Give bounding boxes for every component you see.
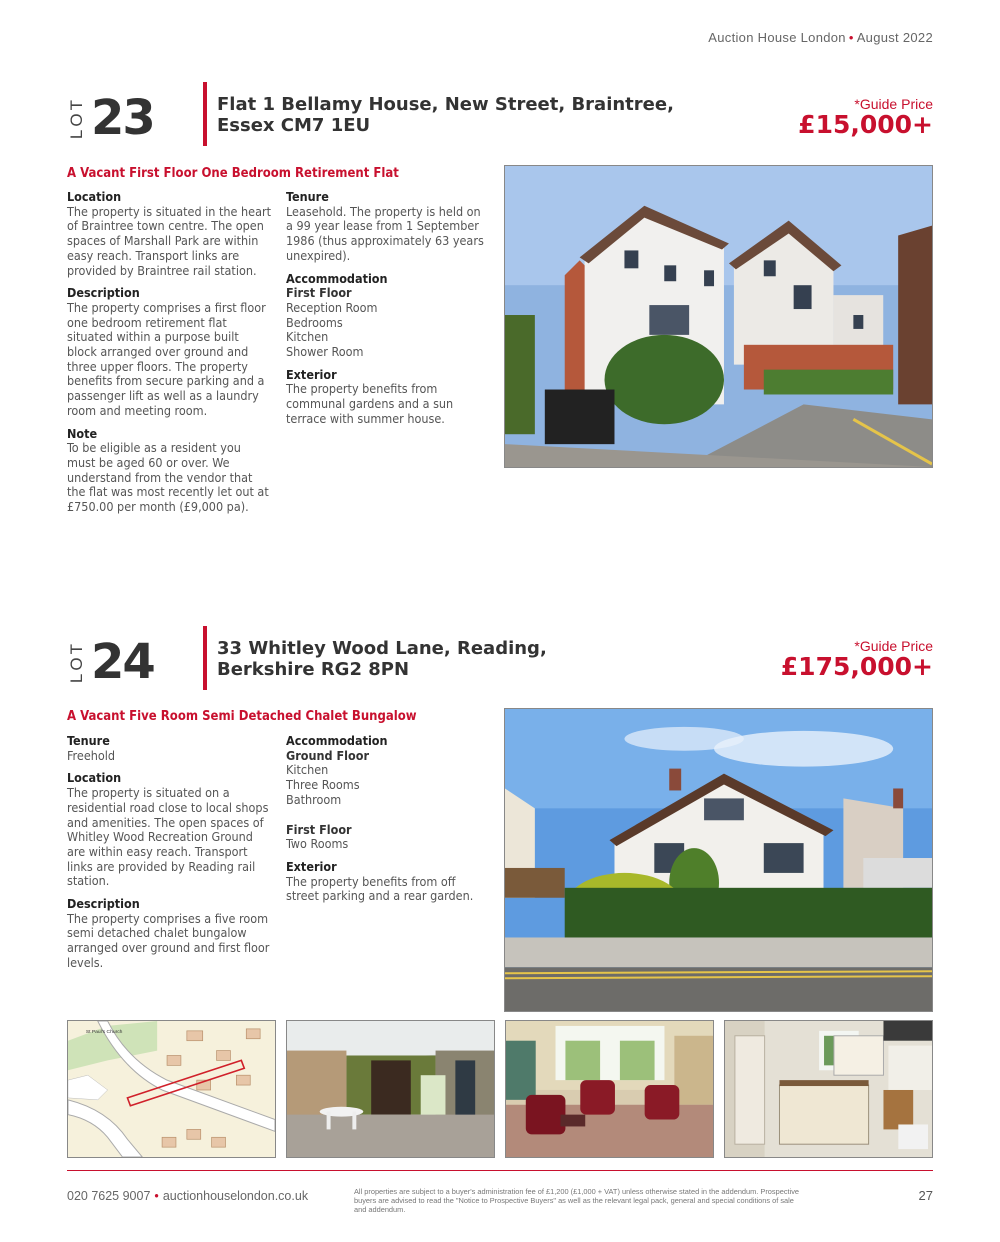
property-address xyxy=(217,94,697,136)
photo-kitchen xyxy=(724,1020,933,1158)
room-item: Kitchen xyxy=(286,329,329,345)
page-number: 27 xyxy=(918,1188,933,1203)
room-item: Two Rooms xyxy=(286,836,349,852)
details-left-column xyxy=(67,190,277,523)
details-right-column xyxy=(286,734,496,912)
issue-date: August 2022 xyxy=(856,30,933,45)
room-list xyxy=(286,763,496,807)
lot-number xyxy=(67,632,154,692)
room-item: Bathroom xyxy=(286,791,342,807)
website-link[interactable]: auctionhouselondon.co.uk xyxy=(162,1189,309,1203)
note-heading: Note xyxy=(67,425,98,441)
accent-bar xyxy=(203,82,207,146)
guide-price-amount: £175,000+ xyxy=(780,652,933,681)
map-label: St Paul's Church xyxy=(85,1029,123,1035)
footer-bullet: • xyxy=(154,1189,159,1203)
exterior-heading: Exterior xyxy=(286,858,337,874)
footer-disclaimer: All properties are subject to a buyer's administration fee of £1,200 (£1,000 + VAT) unless otherwise stated in the addendum. Prospective buyers are advised to read the "Notice to Prospective Buyers" as well as the relevant legal pack, general and special conditions of sale and addendum. xyxy=(354,1187,800,1214)
guide-price-label: *Guide Price xyxy=(854,638,933,654)
lot-digits: 23 xyxy=(91,90,154,146)
lot-digits: 24 xyxy=(91,634,154,690)
photo-rear-garden xyxy=(286,1020,495,1158)
guide-price-amount: £15,000+ xyxy=(798,110,933,139)
first-floor-heading: First Floor xyxy=(286,285,352,301)
location-map xyxy=(67,1020,276,1158)
guide-price xyxy=(798,96,933,138)
location-heading: Location xyxy=(67,189,122,204)
property-subtitle: A Vacant First Floor One Bedroom Retirement Flat xyxy=(67,166,399,181)
address-line: 33 Whitley Wood Lane, Reading, xyxy=(217,638,547,659)
footer-divider xyxy=(67,1170,933,1171)
exterior-heading: Exterior xyxy=(286,366,337,382)
tenure-heading: Tenure xyxy=(286,189,329,204)
property-photo-bungalow xyxy=(504,708,933,1012)
location-text: The property is situated on a residential road close to local shops and amenities. The open spaces of Whitley Wood Recreation Ground are within easy reach. Transport links are provided by Reading rail station. xyxy=(67,785,269,889)
property-subtitle: A Vacant Five Room Semi Detached Chalet Bungalow xyxy=(67,709,417,724)
footer-contact xyxy=(67,1189,308,1203)
room-item: Kitchen xyxy=(286,762,329,778)
accommodation-heading: Accommodation xyxy=(286,270,388,286)
header-bullet: • xyxy=(848,30,854,45)
page-header xyxy=(708,30,933,45)
tenure-text: Freehold xyxy=(67,747,116,763)
first-floor-heading: First Floor xyxy=(286,821,352,837)
guide-price-label: *Guide Price xyxy=(854,96,933,112)
location-heading: Location xyxy=(67,770,122,786)
room-item: Shower Room xyxy=(286,344,364,360)
note-text: To be eligible as a resident you must be aged 60 or over. We understand from the vendor that the flat was most recently let out at £750.00 per month (£9,000 pa). xyxy=(67,440,269,515)
address-line: Flat 1 Bellamy House, New Street, Braintree, xyxy=(217,94,674,115)
exterior-text: The property benefits from communal gardens and a sun terrace with summer house. xyxy=(286,381,454,426)
room-list xyxy=(286,301,496,360)
lot-23 xyxy=(67,88,933,528)
publisher-name: Auction House London xyxy=(708,30,846,45)
phone-number: 020 7625 9007 xyxy=(67,1189,151,1203)
tenure-heading: Tenure xyxy=(67,733,110,748)
lot-number xyxy=(67,88,154,148)
room-item: Reception Room xyxy=(286,299,378,315)
details-right-column xyxy=(286,190,496,435)
address-line: Essex CM7 1EU xyxy=(217,115,371,136)
accommodation-heading: Accommodation xyxy=(286,733,388,748)
guide-price xyxy=(781,638,933,680)
description-heading: Description xyxy=(67,285,140,301)
description-heading: Description xyxy=(67,896,140,912)
exterior-text: The property benefits from off street parking and a rear garden. xyxy=(286,873,474,904)
lot-24 xyxy=(67,632,933,1162)
lot-label: LOT xyxy=(67,640,86,684)
accent-bar xyxy=(203,626,207,690)
room-item: Bedrooms xyxy=(286,314,343,330)
property-photo-building xyxy=(504,165,933,468)
address-line: Berkshire RG2 8PN xyxy=(217,659,410,680)
description-text: The property comprises a five room semi detached chalet bungalow arranged over ground and first floor levels. xyxy=(67,910,270,970)
lot-label: LOT xyxy=(67,96,86,140)
room-list xyxy=(286,837,496,852)
property-address xyxy=(217,638,697,680)
room-item: Three Rooms xyxy=(286,777,360,793)
photo-living-room xyxy=(505,1020,714,1158)
description-text: The property comprises a first floor one bedroom retirement flat situated within a purpose built block arranged over ground and three upper floors. The property benefits from secure parking and a passenger lift as well as a laundry room and meeting room. xyxy=(67,299,266,418)
details-left-column xyxy=(67,734,277,979)
location-text: The property is situated in the heart of Braintree town centre. The open spaces of Marshall Park are within easy reach. Transport links are provided by Braintree rail station. xyxy=(67,203,271,278)
ground-floor-heading: Ground Floor xyxy=(286,747,370,763)
tenure-text: Leasehold. The property is held on a 99 year lease from 1 September 1986 (thus approximately 63 years unexpired). xyxy=(286,203,484,263)
